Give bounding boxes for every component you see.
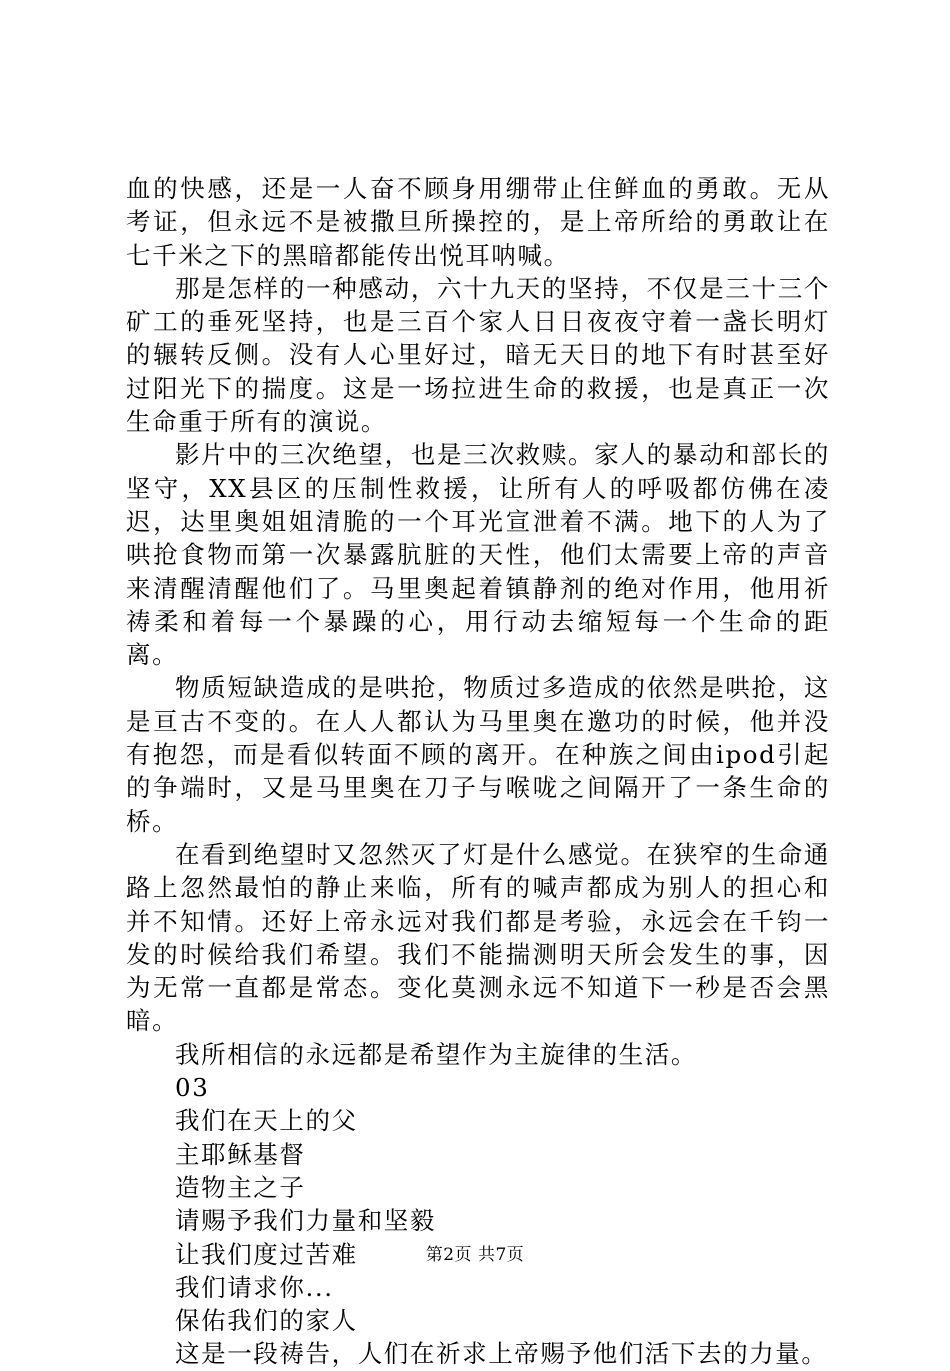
page-number-footer: 第2页 共7页 bbox=[425, 1245, 525, 1265]
paragraph-continued: 血的快感，还是一人奋不顾身用绷带止住鲜血的勇敢。无从考证，但永远不是被撒旦所操控的，是上帝所给的勇敢让在七千米之下的黑暗都能传出悦耳呐喊。 bbox=[126, 174, 830, 270]
prayer-line: 我们在天上的父 bbox=[175, 1106, 358, 1136]
paragraph: 那是怎样的一种感动，六十九天的坚持，不仅是三十三个矿工的垂死坚持，也是三百个家人日日夜夜守着一盏长明灯的辗转反侧。没有人心里好过，暗无天日的地下有时甚至好过阳光下的揣度。这是一场拉进生命的救援，也是真正一次生命重于所有的演说。 bbox=[126, 273, 830, 437]
document-body bbox=[126, 172, 830, 1371]
paragraph: 在看到绝望时又忽然灭了灯是什么感觉。在狭窄的生命通路上忽然最怕的静止来临，所有的喊声都成为别人的担心和并不知情。还好上帝永远对我们都是考验，永远会在千钧一发的时候给我们希望。我们不能揣测明天所会发生的事，因为无常一直都是常态。变化莫测永远不知道下一秒是否会黑暗。 bbox=[126, 839, 830, 1036]
prayer-line: 让我们度过苦难 bbox=[175, 1239, 358, 1269]
prayer-line: 主耶稣基督 bbox=[175, 1139, 306, 1169]
text-line: 我所相信的永远都是希望作为主旋律的生活。 bbox=[175, 1039, 697, 1069]
paragraph: 物质短缺造成的是哄抢，物质过多造成的依然是哄抢，这是亘古不变的。在人人都认为马里奥在邀功的时候，他并没有抱怨，而是看似转面不顾的离开。在种族之间由ipod引起的争端时，又是马里奥在刀子与喉咙之间隔开了一条生命的桥。 bbox=[126, 673, 830, 836]
paragraph: 影片中的三次绝望，也是三次救赎。家人的暴动和部长的坚守，XX县区的压制性救援，让所有人的呼吸都仿佛在凌迟，达里奥姐姐清脆的一个耳光宣泄着不满。地下的人为了哄抢食物而第一次暴露肮脏的天性，他们太需要上帝的声音来清醒清醒他们了。马里奥起着镇静剂的绝对作用，他用祈祷柔和着每一个暴躁的心，用行动去缩短每一个生命的距离。 bbox=[126, 440, 830, 670]
prayer-line: 请赐予我们力量和坚毅 bbox=[175, 1206, 436, 1236]
prayer-line: 保佑我们的家人 bbox=[175, 1306, 358, 1336]
prayer-line: 我们请求你... bbox=[175, 1272, 334, 1302]
section-number: 03 bbox=[175, 1073, 210, 1103]
text-line: 这是一段祷告，人们在祈求上帝赐予他们活下去的力量。 bbox=[175, 1339, 828, 1369]
prayer-line: 造物主之子 bbox=[175, 1172, 306, 1202]
